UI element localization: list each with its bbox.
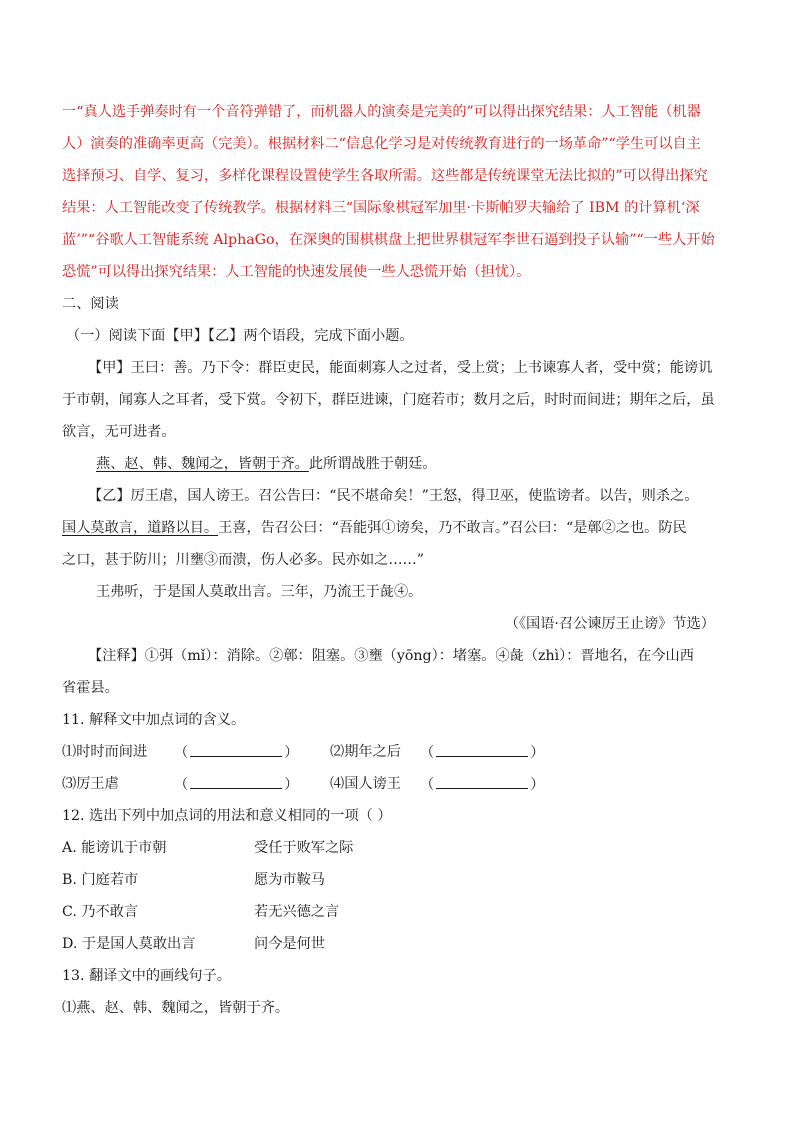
answer-line-6: 恐慌”可以得出探究结果：人工智能的快速发展使一些人恐慌开始（担忧）。 — [62, 264, 531, 280]
q12-option-b-left[interactable]: B. 门庭若市 — [62, 872, 139, 888]
answer-blank[interactable] — [436, 742, 528, 757]
q12-option-b-right: 愿为市鞍马 — [254, 872, 325, 888]
underlined-sentence-2: 国人莫敢言，道路以目。 — [62, 520, 219, 536]
q13-item-1: ⑴燕、赵、韩、魏闻之，皆朝于齐。 — [62, 1000, 290, 1016]
yi-line-4: 王弗听，于是国人莫敢出言。三年，乃流王于彘④。 — [96, 584, 423, 600]
q12-option-d-left[interactable]: D. 于是国人莫敢出言 — [62, 936, 196, 952]
q11-item-4 — [330, 774, 401, 794]
q12-option-d-right: 问今是何世 — [254, 936, 325, 952]
sub-title: （一）阅读下面【甲】【乙】两个语段，完成下面小题。 — [66, 328, 414, 344]
q11-answer-1[interactable]: （ ） — [174, 742, 298, 763]
answer-blank[interactable] — [190, 742, 282, 757]
q13-stem: 13. 翻译文中的画线句子。 — [62, 968, 231, 984]
jia-line-1: 【甲】王曰：善。乃下令：群臣吏民，能面刺寡人之过者，受上赏；上书谏寡人者，受中赏；能谤讥 — [88, 360, 713, 376]
yi-line-1: 【乙】厉王虐，国人谤王。召公告曰：“民不堪命矣！”王怒，得卫巫，使监谤者。以告，则杀之。 — [88, 488, 699, 504]
answer-blank[interactable] — [436, 774, 528, 789]
q12-stem: 12. 选出下列中加点词的用法和意义相同的一项（ ） — [62, 808, 392, 824]
jia-line-4 — [96, 454, 437, 474]
q11-item-1 — [62, 742, 147, 762]
q11-answer-2[interactable]: （ ） — [420, 742, 544, 763]
q12-option-c-right: 若无兴德之言 — [254, 904, 340, 920]
source-citation: （《国语·召公谏厉王止谤》节选） — [504, 616, 715, 632]
yi-line-2 — [62, 518, 687, 538]
jia-line-3: 欲言，无可进者。 — [62, 424, 176, 440]
answer-line-5: 蓝’”“谷歌人工智能系统 AlphaGo，在深奥的围棋棋盘上把世界棋冠军李世石逼到投子认输”“一些人开始 — [62, 232, 715, 248]
yi-line-2-rest: 王喜，告召公曰：“吾能弭①谤矣，乃不敢言。”召公曰：“是鄣②之也。防民 — [218, 520, 687, 536]
q11-item-2-label: ⑵期年之后 — [330, 744, 401, 760]
answer-line-1: 一“真人选手弹奏时有一个音符弹错了，而机器人的演奏是完美的”可以得出探究结果：人工智能（机器 — [62, 104, 701, 120]
q11-item-4-label: ⑷国人谤王 — [330, 776, 401, 792]
jia-line-2: 于市朝，闻寡人之耳者，受下赏。令初下，群臣进谏，门庭若市；数月之后，时时而间进；期年之后，虽 — [62, 392, 715, 408]
answer-line-4: 结果：人工智能改变了传统教学。根据材料三“国际象棋冠军加里·卡斯帕罗夫输给了 IBM 的计算机‘深 — [62, 200, 700, 216]
notes-line-2: 省霍县。 — [62, 680, 119, 696]
answer-line-3: 选择预习、自学、复习，多样化课程设置使学生各取所需。这些都是传统课堂无法比拟的”可以得出探究 — [62, 168, 708, 184]
answer-line-2: 人）演奏的准确率更高（完美）。根据材料二“信息化学习是对传统教育进行的一场革命”“学生可以自主 — [62, 136, 701, 152]
q11-answer-4[interactable]: （ ） — [420, 774, 544, 795]
q11-item-2 — [330, 742, 401, 762]
q12-option-a-left[interactable]: A. 能谤讥于市朝 — [62, 840, 167, 856]
q11-item-3-label: ⑶厉王虐 — [62, 776, 119, 792]
notes-line-1: 【注释】①弭（mǐ）：消除。②鄣：阻塞。③壅（yōng）：堵塞。④彘（zhì）：晋地名，在今山西 — [88, 648, 694, 664]
answer-blank[interactable] — [190, 774, 282, 789]
q12-option-a-right: 受任于败军之际 — [254, 840, 354, 856]
jia-line-4-tail: 此所谓战胜于朝廷。 — [308, 456, 437, 472]
underlined-sentence-1: 燕、赵、韩、魏闻之，皆朝于齐。 — [96, 456, 309, 472]
q11-item-1-label: ⑴时时而间进 — [62, 744, 148, 760]
section-title: 二、阅读 — [62, 296, 119, 312]
q12-option-c-left[interactable]: C. 乃不敢言 — [62, 904, 139, 920]
q11-answer-3[interactable]: （ ） — [174, 774, 298, 795]
yi-line-3: 之口，甚于防川；川壅③而溃，伤人必多。民亦如之……” — [62, 552, 424, 568]
q11-stem: 11. 解释文中加点词的含义。 — [62, 712, 246, 728]
q11-item-3 — [62, 774, 119, 794]
